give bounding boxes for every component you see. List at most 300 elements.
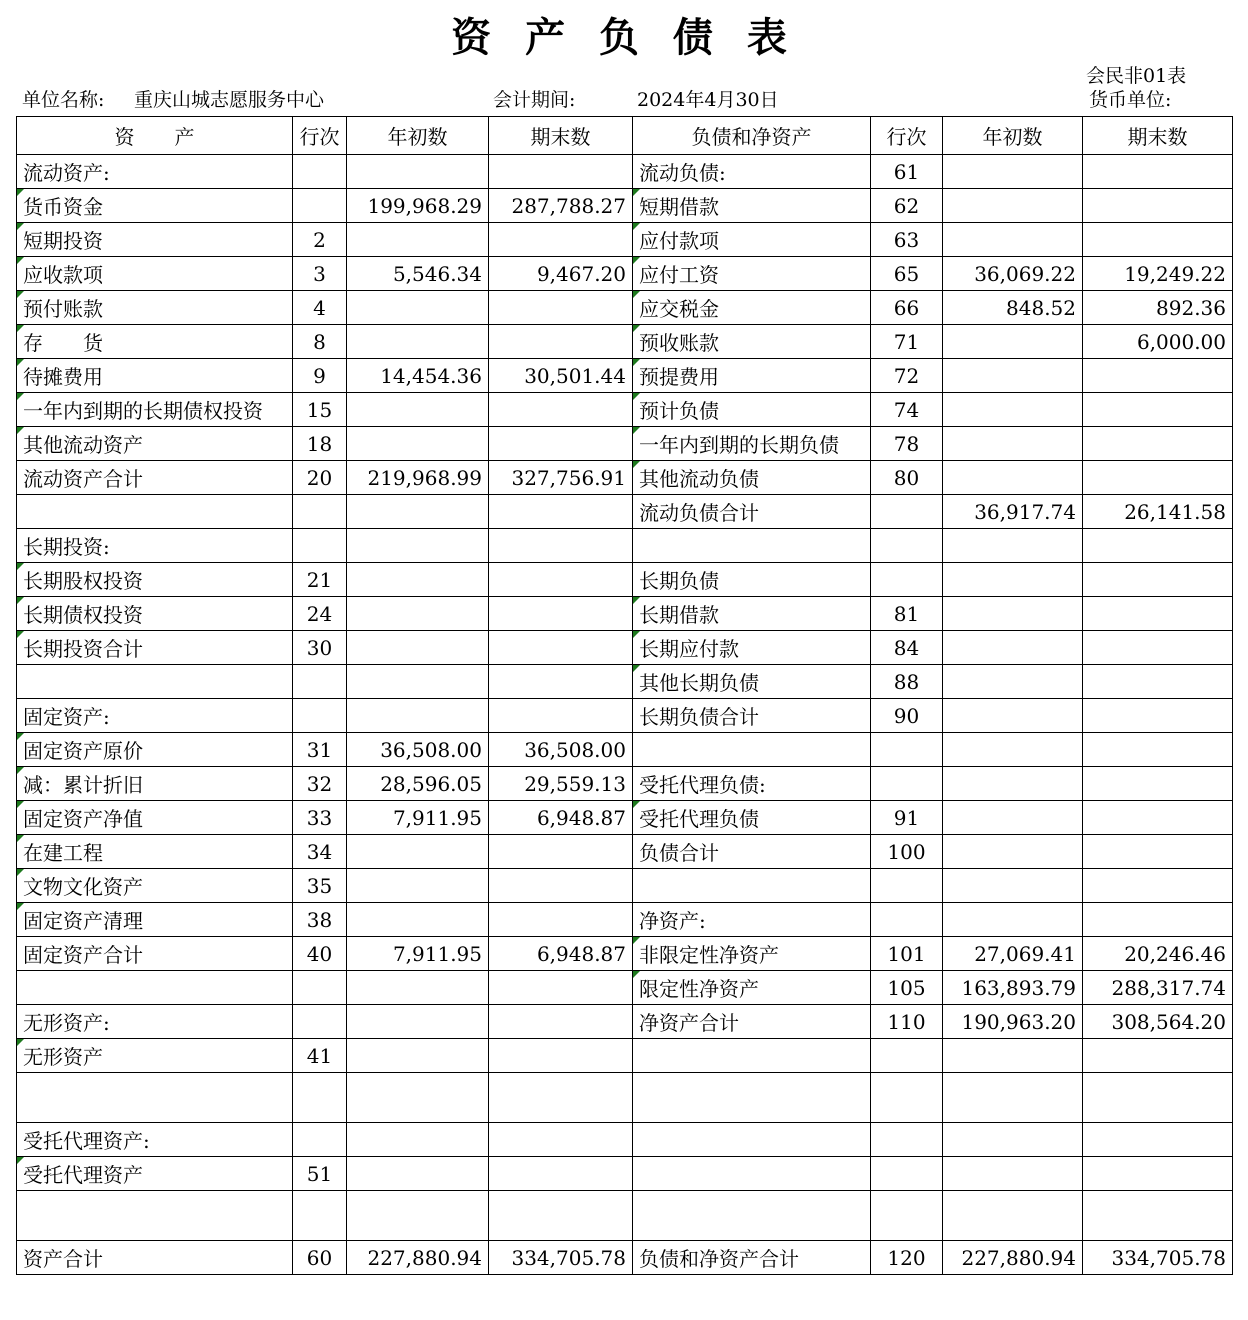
liability-name-cell: 长期借款: [633, 597, 871, 631]
asset-begin-cell: 7,911.95: [347, 801, 489, 835]
asset-begin-cell: 227,880.94: [347, 1241, 489, 1275]
table-row: [17, 427, 1233, 461]
asset-line-cell: 9: [293, 359, 347, 393]
asset-line-cell: 18: [293, 427, 347, 461]
liability-begin-cell: [943, 1073, 1083, 1123]
asset-name-cell: 受托代理资产: [17, 1157, 293, 1191]
asset-line-cell: [293, 971, 347, 1005]
asset-line-cell: 38: [293, 903, 347, 937]
asset-line-cell: [293, 189, 347, 223]
table-row: [17, 495, 1233, 529]
liability-begin-cell: [943, 359, 1083, 393]
liability-line-cell: 72: [871, 359, 943, 393]
table-row: [17, 1157, 1233, 1191]
liability-begin-cell: 36,917.74: [943, 495, 1083, 529]
asset-line-cell: 30: [293, 631, 347, 665]
liability-name-cell: 其他长期负债: [633, 665, 871, 699]
asset-end-cell: [489, 835, 633, 869]
liability-name-cell: 长期负债: [633, 563, 871, 597]
liability-begin-cell: 190,963.20: [943, 1005, 1083, 1039]
liability-line-cell: 65: [871, 257, 943, 291]
asset-name-cell: 待摊费用: [17, 359, 293, 393]
asset-begin-cell: [347, 665, 489, 699]
liability-name-cell: 净资产:: [633, 903, 871, 937]
table-row: [17, 733, 1233, 767]
table-row: [17, 1039, 1233, 1073]
asset-line-cell: [293, 529, 347, 563]
table-row: [17, 835, 1233, 869]
liability-line-cell: [871, 1073, 943, 1123]
asset-line-cell: 21: [293, 563, 347, 597]
liability-begin-cell: 848.52: [943, 291, 1083, 325]
liability-line-cell: [871, 529, 943, 563]
liability-begin-cell: [943, 699, 1083, 733]
asset-line-cell: [293, 1123, 347, 1157]
liability-name-cell: 负债和净资产合计: [633, 1241, 871, 1275]
asset-name-cell: 受托代理资产:: [17, 1123, 293, 1157]
asset-begin-cell: [347, 869, 489, 903]
liability-line-cell: 84: [871, 631, 943, 665]
liability-name-cell: 应付款项: [633, 223, 871, 257]
asset-line-cell: [293, 699, 347, 733]
asset-name-cell: 在建工程: [17, 835, 293, 869]
liability-begin-cell: [943, 767, 1083, 801]
asset-begin-cell: [347, 1073, 489, 1123]
asset-begin-cell: [347, 1157, 489, 1191]
asset-end-cell: 327,756.91: [489, 461, 633, 495]
table-row: [17, 291, 1233, 325]
asset-begin-cell: 7,911.95: [347, 937, 489, 971]
liability-name-cell: 长期应付款: [633, 631, 871, 665]
table-row: [17, 665, 1233, 699]
asset-line-cell: 4: [293, 291, 347, 325]
table-row: [17, 359, 1233, 393]
asset-begin-cell: [347, 631, 489, 665]
liability-line-cell: [871, 733, 943, 767]
liability-begin-cell: [943, 801, 1083, 835]
liability-end-cell: 892.36: [1083, 291, 1233, 325]
asset-end-cell: 6,948.87: [489, 801, 633, 835]
liability-name-cell: 净资产合计: [633, 1005, 871, 1039]
asset-begin-cell: [347, 1191, 489, 1241]
table-row: [17, 1191, 1233, 1241]
asset-name-cell: 预付账款: [17, 291, 293, 325]
liability-name-cell: [633, 529, 871, 563]
asset-begin-cell: [347, 1039, 489, 1073]
asset-begin-cell: 199,968.29: [347, 189, 489, 223]
asset-end-cell: [489, 597, 633, 631]
asset-name-cell: 固定资产:: [17, 699, 293, 733]
liability-name-cell: [633, 733, 871, 767]
asset-begin-cell: [347, 325, 489, 359]
table-row: [17, 529, 1233, 563]
asset-begin-cell: [347, 495, 489, 529]
liability-line-cell: 105: [871, 971, 943, 1005]
liability-end-cell: [1083, 1123, 1233, 1157]
table-row: [17, 563, 1233, 597]
liability-name-cell: 短期借款: [633, 189, 871, 223]
liability-end-cell: [1083, 903, 1233, 937]
asset-end-cell: [489, 563, 633, 597]
asset-name-cell: 短期投资: [17, 223, 293, 257]
liability-name-cell: 负债合计: [633, 835, 871, 869]
asset-name-cell: 其他流动资产: [17, 427, 293, 461]
header-asset: 资 产: [17, 117, 293, 155]
liability-line-cell: 100: [871, 835, 943, 869]
period-label: 会计期间:: [493, 89, 576, 111]
table-row: [17, 903, 1233, 937]
asset-end-cell: [489, 325, 633, 359]
asset-begin-cell: [347, 903, 489, 937]
asset-begin-cell: [347, 393, 489, 427]
liability-end-cell: [1083, 563, 1233, 597]
liability-name-cell: 非限定性净资产: [633, 937, 871, 971]
asset-end-cell: [489, 1073, 633, 1123]
asset-name-cell: 固定资产合计: [17, 937, 293, 971]
asset-begin-cell: 28,596.05: [347, 767, 489, 801]
liability-begin-cell: [943, 1039, 1083, 1073]
liability-name-cell: 一年内到期的长期负债: [633, 427, 871, 461]
asset-name-cell: 长期投资:: [17, 529, 293, 563]
liability-end-cell: [1083, 223, 1233, 257]
asset-begin-cell: [347, 223, 489, 257]
liability-begin-cell: [943, 1123, 1083, 1157]
liability-name-cell: 流动负债:: [633, 155, 871, 189]
asset-name-cell: 文物文化资产: [17, 869, 293, 903]
table-row: [17, 767, 1233, 801]
liability-begin-cell: 227,880.94: [943, 1241, 1083, 1275]
table-row: [17, 869, 1233, 903]
liability-end-cell: [1083, 767, 1233, 801]
liability-end-cell: [1083, 869, 1233, 903]
liability-line-cell: [871, 869, 943, 903]
liability-name-cell: 应交税金: [633, 291, 871, 325]
asset-begin-cell: [347, 971, 489, 1005]
asset-end-cell: 36,508.00: [489, 733, 633, 767]
liability-line-cell: [871, 767, 943, 801]
asset-end-cell: [489, 699, 633, 733]
liability-begin-cell: [943, 835, 1083, 869]
asset-end-cell: [489, 155, 633, 189]
asset-name-cell: 固定资产净值: [17, 801, 293, 835]
asset-line-cell: 33: [293, 801, 347, 835]
table-row: [17, 393, 1233, 427]
asset-begin-cell: [347, 427, 489, 461]
liability-line-cell: 74: [871, 393, 943, 427]
asset-begin-cell: [347, 291, 489, 325]
liability-begin-cell: [943, 325, 1083, 359]
liability-begin-cell: 27,069.41: [943, 937, 1083, 971]
liability-line-cell: 61: [871, 155, 943, 189]
liability-end-cell: [1083, 835, 1233, 869]
liability-begin-cell: [943, 665, 1083, 699]
liability-begin-cell: [943, 563, 1083, 597]
liability-begin-cell: [943, 393, 1083, 427]
liability-begin-cell: [943, 461, 1083, 495]
header-end: 期末数: [489, 117, 633, 155]
liability-name-cell: [633, 1123, 871, 1157]
liability-end-cell: 20,246.46: [1083, 937, 1233, 971]
liability-end-cell: 6,000.00: [1083, 325, 1233, 359]
liability-line-cell: [871, 1039, 943, 1073]
header-begin: 年初数: [943, 117, 1083, 155]
asset-end-cell: [489, 291, 633, 325]
asset-end-cell: [489, 631, 633, 665]
asset-begin-cell: 14,454.36: [347, 359, 489, 393]
header-line: 行次: [293, 117, 347, 155]
asset-name-cell: 一年内到期的长期债权投资: [17, 393, 293, 427]
period-value: 2024年4月30日: [637, 89, 779, 111]
liability-line-cell: 80: [871, 461, 943, 495]
header-begin: 年初数: [347, 117, 489, 155]
liability-line-cell: 88: [871, 665, 943, 699]
asset-begin-cell: 5,546.34: [347, 257, 489, 291]
liability-end-cell: [1083, 529, 1233, 563]
asset-end-cell: [489, 495, 633, 529]
asset-line-cell: [293, 155, 347, 189]
liability-line-cell: 101: [871, 937, 943, 971]
asset-name-cell: 无形资产: [17, 1039, 293, 1073]
liability-begin-cell: 36,069.22: [943, 257, 1083, 291]
asset-begin-cell: 219,968.99: [347, 461, 489, 495]
liability-line-cell: [871, 1191, 943, 1241]
asset-line-cell: [293, 665, 347, 699]
liability-end-cell: 288,317.74: [1083, 971, 1233, 1005]
asset-line-cell: 3: [293, 257, 347, 291]
asset-line-cell: 40: [293, 937, 347, 971]
asset-name-cell: 固定资产清理: [17, 903, 293, 937]
liability-line-cell: 71: [871, 325, 943, 359]
asset-line-cell: [293, 495, 347, 529]
asset-end-cell: [489, 665, 633, 699]
liability-end-cell: [1083, 427, 1233, 461]
asset-name-cell: 货币资金: [17, 189, 293, 223]
table-row: [17, 971, 1233, 1005]
liability-name-cell: 受托代理负债: [633, 801, 871, 835]
liability-line-cell: 62: [871, 189, 943, 223]
asset-name-cell: 流动资产:: [17, 155, 293, 189]
liability-end-cell: 308,564.20: [1083, 1005, 1233, 1039]
asset-end-cell: 334,705.78: [489, 1241, 633, 1275]
asset-end-cell: [489, 393, 633, 427]
asset-line-cell: 34: [293, 835, 347, 869]
asset-end-cell: [489, 869, 633, 903]
asset-name-cell: 应收款项: [17, 257, 293, 291]
asset-end-cell: [489, 1191, 633, 1241]
asset-end-cell: 6,948.87: [489, 937, 633, 971]
liability-name-cell: [633, 1039, 871, 1073]
header-liability: 负债和净资产: [633, 117, 871, 155]
liability-line-cell: 63: [871, 223, 943, 257]
liability-begin-cell: [943, 529, 1083, 563]
asset-begin-cell: [347, 1123, 489, 1157]
liability-end-cell: [1083, 1191, 1233, 1241]
asset-begin-cell: [347, 835, 489, 869]
liability-name-cell: [633, 869, 871, 903]
unit-name: 重庆山城志愿服务中心: [134, 89, 325, 111]
table-row: [17, 325, 1233, 359]
liability-line-cell: [871, 903, 943, 937]
liability-name-cell: 受托代理负债:: [633, 767, 871, 801]
asset-name-cell: 无形资产:: [17, 1005, 293, 1039]
liability-name-cell: 其他流动负债: [633, 461, 871, 495]
table-row: [17, 1241, 1233, 1275]
asset-line-cell: 60: [293, 1241, 347, 1275]
asset-end-cell: [489, 1157, 633, 1191]
table-row: [17, 1073, 1233, 1123]
asset-end-cell: [489, 529, 633, 563]
asset-begin-cell: [347, 529, 489, 563]
liability-end-cell: [1083, 155, 1233, 189]
asset-end-cell: 287,788.27: [489, 189, 633, 223]
liability-line-cell: 91: [871, 801, 943, 835]
liability-end-cell: 26,141.58: [1083, 495, 1233, 529]
asset-name-cell: 固定资产原价: [17, 733, 293, 767]
liability-begin-cell: 163,893.79: [943, 971, 1083, 1005]
asset-name-cell: [17, 1073, 293, 1123]
liability-end-cell: [1083, 461, 1233, 495]
report-title: 资 产 负 债 表: [451, 14, 797, 61]
table-row: [17, 937, 1233, 971]
asset-end-cell: [489, 971, 633, 1005]
unit-label: 单位名称:: [22, 89, 105, 111]
table-row: [17, 801, 1233, 835]
liability-line-cell: [871, 495, 943, 529]
liability-end-cell: [1083, 665, 1233, 699]
asset-line-cell: 31: [293, 733, 347, 767]
header-end: 期末数: [1083, 117, 1233, 155]
table-row: [17, 699, 1233, 733]
asset-begin-cell: [347, 699, 489, 733]
asset-line-cell: 51: [293, 1157, 347, 1191]
liability-line-cell: 78: [871, 427, 943, 461]
liability-begin-cell: [943, 903, 1083, 937]
asset-name-cell: [17, 971, 293, 1005]
asset-end-cell: [489, 1005, 633, 1039]
liability-begin-cell: [943, 155, 1083, 189]
asset-end-cell: [489, 427, 633, 461]
asset-name-cell: 长期投资合计: [17, 631, 293, 665]
asset-end-cell: 30,501.44: [489, 359, 633, 393]
liability-end-cell: [1083, 733, 1233, 767]
asset-line-cell: [293, 1005, 347, 1039]
header-line: 行次: [871, 117, 943, 155]
liability-end-cell: 334,705.78: [1083, 1241, 1233, 1275]
header-row: [17, 117, 1233, 155]
asset-line-cell: [293, 1073, 347, 1123]
liability-end-cell: [1083, 597, 1233, 631]
liability-begin-cell: [943, 631, 1083, 665]
liability-line-cell: [871, 563, 943, 597]
asset-name-cell: 流动资产合计: [17, 461, 293, 495]
asset-name-cell: 长期债权投资: [17, 597, 293, 631]
liability-name-cell: 应付工资: [633, 257, 871, 291]
liability-begin-cell: [943, 1191, 1083, 1241]
table-row: [17, 1123, 1233, 1157]
liability-begin-cell: [943, 597, 1083, 631]
asset-line-cell: 8: [293, 325, 347, 359]
asset-name-cell: 长期股权投资: [17, 563, 293, 597]
balance-sheet-table: [16, 116, 1233, 1275]
table-row: [17, 155, 1233, 189]
liability-line-cell: 110: [871, 1005, 943, 1039]
asset-line-cell: 20: [293, 461, 347, 495]
currency-label: 货币单位:: [1089, 89, 1172, 111]
asset-end-cell: [489, 903, 633, 937]
liability-name-cell: [633, 1157, 871, 1191]
liability-end-cell: [1083, 1073, 1233, 1123]
asset-line-cell: 35: [293, 869, 347, 903]
asset-name-cell: [17, 1191, 293, 1241]
asset-end-cell: [489, 1123, 633, 1157]
liability-begin-cell: [943, 427, 1083, 461]
liability-begin-cell: [943, 1157, 1083, 1191]
asset-name-cell: [17, 495, 293, 529]
table-row: [17, 631, 1233, 665]
asset-end-cell: [489, 1039, 633, 1073]
asset-name-cell: 减：累计折旧: [17, 767, 293, 801]
liability-name-cell: 限定性净资产: [633, 971, 871, 1005]
asset-line-cell: 41: [293, 1039, 347, 1073]
liability-end-cell: [1083, 801, 1233, 835]
asset-line-cell: 32: [293, 767, 347, 801]
asset-line-cell: 24: [293, 597, 347, 631]
liability-line-cell: 81: [871, 597, 943, 631]
liability-begin-cell: [943, 733, 1083, 767]
liability-name-cell: 预计负债: [633, 393, 871, 427]
table-row: [17, 1005, 1233, 1039]
asset-line-cell: [293, 1191, 347, 1241]
liability-begin-cell: [943, 189, 1083, 223]
asset-end-cell: 29,559.13: [489, 767, 633, 801]
table-row: [17, 597, 1233, 631]
liability-name-cell: [633, 1073, 871, 1123]
liability-end-cell: [1083, 393, 1233, 427]
liability-name-cell: 长期负债合计: [633, 699, 871, 733]
asset-line-cell: 2: [293, 223, 347, 257]
liability-name-cell: 流动负债合计: [633, 495, 871, 529]
table-row: [17, 257, 1233, 291]
liability-begin-cell: [943, 869, 1083, 903]
table-row: [17, 223, 1233, 257]
form-code: 会民非01表: [1086, 65, 1187, 87]
liability-end-cell: [1083, 359, 1233, 393]
liability-line-cell: 90: [871, 699, 943, 733]
asset-begin-cell: [347, 1005, 489, 1039]
asset-name-cell: 存 货: [17, 325, 293, 359]
asset-begin-cell: 36,508.00: [347, 733, 489, 767]
liability-end-cell: 19,249.22: [1083, 257, 1233, 291]
asset-end-cell: 9,467.20: [489, 257, 633, 291]
asset-name-cell: [17, 665, 293, 699]
liability-end-cell: [1083, 699, 1233, 733]
table-row: [17, 189, 1233, 223]
asset-line-cell: 15: [293, 393, 347, 427]
liability-name-cell: 预收账款: [633, 325, 871, 359]
asset-name-cell: 资产合计: [17, 1241, 293, 1275]
liability-name-cell: [633, 1191, 871, 1241]
liability-name-cell: 预提费用: [633, 359, 871, 393]
liability-line-cell: 120: [871, 1241, 943, 1275]
liability-begin-cell: [943, 223, 1083, 257]
liability-line-cell: [871, 1157, 943, 1191]
asset-begin-cell: [347, 155, 489, 189]
asset-begin-cell: [347, 597, 489, 631]
liability-end-cell: [1083, 189, 1233, 223]
liability-end-cell: [1083, 631, 1233, 665]
liability-end-cell: [1083, 1039, 1233, 1073]
asset-begin-cell: [347, 563, 489, 597]
